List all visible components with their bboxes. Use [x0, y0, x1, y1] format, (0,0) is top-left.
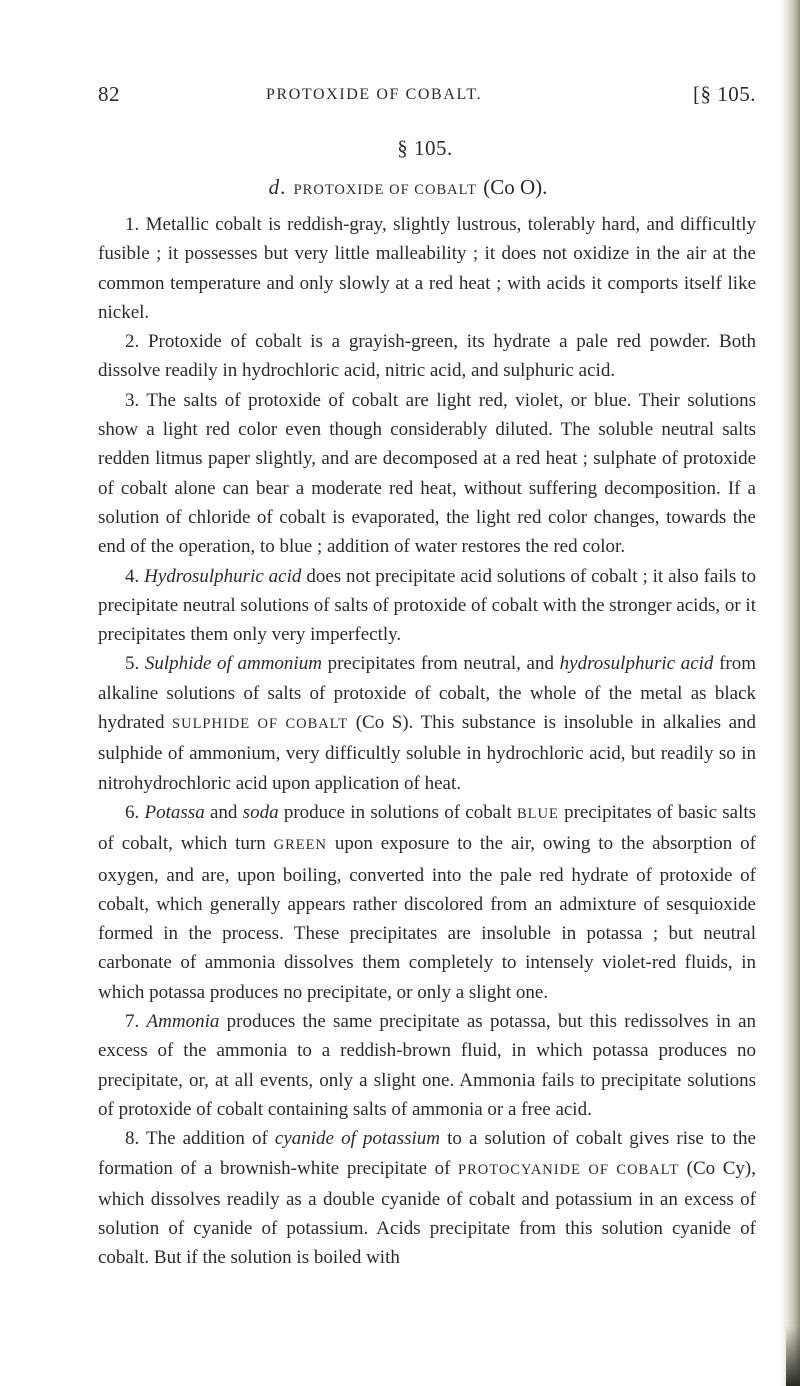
- body-text: [98, 210, 756, 1273]
- reagent-soda: soda: [242, 801, 279, 823]
- paragraph-8: [98, 1124, 756, 1272]
- paragraph-4-number: 4.: [125, 565, 140, 587]
- paragraph-2: 2. Protoxide of cobalt is a grayish-green, its hydrate a pale red powder. Both dissolve readily in hydrochloric acid, nitric acid, and sulphuric acid.: [98, 331, 756, 382]
- paragraph-3: 3. The salts of protoxide of cobalt are light red, violet, or blue. Their solutions show a light red color even though considerably diluted. The soluble neutral salts redden litmus paper slightly, and are decomposed at a red heat ; sulphate of protoxide of cobalt alone can bear a moderate red heat, without suffering decomposition. If a solution of chloride of cobalt is evaporated, the light red color changes, towards the end of the operation, to blue ; addition of water restores the red color.: [98, 389, 756, 558]
- paragraph-6-text-2: precipitates of basic salts of cobalt, which turn: [98, 801, 757, 855]
- paragraph-7-text: produces the same precipitate as potassa, but this redissolves in an excess of the ammonia to a reddish-brown fluid, in which potassa produces no precipitate, or, at all events, only a slight one. Ammonia fails to precipitate solutions of protoxide of cobalt containing salts of ammonia or a free acid.: [98, 1011, 757, 1120]
- paragraph-7: [98, 1007, 756, 1124]
- precipitate-sulphide-of-cobalt: SULPHIDE OF COBALT: [172, 716, 349, 733]
- section-number: § 105.: [397, 136, 453, 160]
- paragraph-5: [98, 649, 756, 797]
- paragraph-6-and: and: [209, 801, 238, 823]
- reagent-potassa: Potassa: [144, 801, 205, 823]
- paragraph-8-text-3: (Co Cy), which dissolves readily as a double cyanide of cobalt and potassium in an excess of solution of cyanide of potassium. Acids precipitate from this solution cyanide of cobalt. But if the solution is boiled with: [98, 1157, 757, 1269]
- section-letter: d.: [268, 175, 288, 199]
- precipitate-protocyanide-of-cobalt: PROTOCYANIDE OF COBALT: [458, 1161, 680, 1178]
- paragraph-5-number: 5.: [125, 653, 140, 675]
- section-title: [0, 175, 800, 200]
- reagent-ammonia: Ammonia: [146, 1011, 220, 1033]
- running-header: [98, 82, 756, 110]
- paragraph-5-text-2: from alkaline solutions of salts of protoxide of cobalt, the whole of the metal as black hydrated: [98, 653, 757, 734]
- page-number: 82: [98, 82, 120, 106]
- paragraph-7-number: 7.: [125, 1011, 140, 1033]
- reagent-hydrosulphuric-acid: Hydrosulphuric acid: [144, 565, 302, 587]
- paragraph-6-text-1: produce in solutions of cobalt: [283, 801, 512, 823]
- paragraph-6-number: 6.: [125, 801, 140, 823]
- paragraph-5-text-3: (Co S). This substance is insoluble in alkalies and sulphide of ammonium, very difficultly soluble in hydrochloric acid, but readily so in nitrohydrochloric acid upon application of heat.: [98, 712, 757, 794]
- paragraph-8-number: 8.: [125, 1128, 140, 1150]
- page-edge-shadow: [780, 0, 800, 1386]
- paragraph-6: [98, 798, 756, 1007]
- running-title: PROTOXIDE OF COBALT.: [266, 86, 483, 103]
- paragraph-5-text-1: precipitates from neutral, and: [327, 653, 554, 675]
- section-formula: (Co O).: [483, 175, 548, 199]
- color-blue: BLUE: [516, 805, 559, 822]
- paragraph-8-text-2: to a solution of cobalt gives rise to the formation of a brownish-white precipitate of: [98, 1128, 756, 1179]
- reagent-hydrosulphuric-acid-2: hydrosulphuric acid: [559, 653, 714, 675]
- reagent-cyanide-of-potassium: cyanide of potassium: [274, 1128, 440, 1150]
- paragraph-4-text: does not precipitate acid solutions of cobalt ; it also fails to precipitate neutral solutions of salts of protoxide of cobalt with the stronger acids, or it precipitates them only very imperfectly.: [98, 565, 757, 646]
- section-reference: [§ 105.: [693, 82, 756, 106]
- paragraph-4: [98, 562, 756, 650]
- paragraph-8-text-1: The addition of: [146, 1128, 268, 1150]
- section-title-caps: PROTOXIDE OF COBALT: [293, 182, 477, 198]
- paragraph-1: 1. Metallic cobalt is reddish-gray, slightly lustrous, tolerably hard, and difficultly fusible ; it possesses but very little malleability ; it does not oxidize in the air at the common temperature and only slowly at a red heat ; with acids it comports itself like nickel.: [98, 214, 756, 323]
- reagent-sulphide-of-ammonium: Sulphide of ammonium: [144, 653, 322, 675]
- page-corner-shadow: [786, 1326, 800, 1386]
- color-green: GREEN: [273, 837, 327, 854]
- paragraph-6-text-3: upon exposure to the air, owing to the absorption of oxygen, and are, upon boiling, converted into the pale red hydrate of protoxide of cobalt, which generally appears rather discolored from an admixture of sesquioxide formed in the process. These precipitates are insoluble in potassa ; but neutral carbonate of ammonia dissolves them completely to intensely violet-red fluids, in which potassa produces no precipitate, or only a slight one.: [98, 833, 756, 1003]
